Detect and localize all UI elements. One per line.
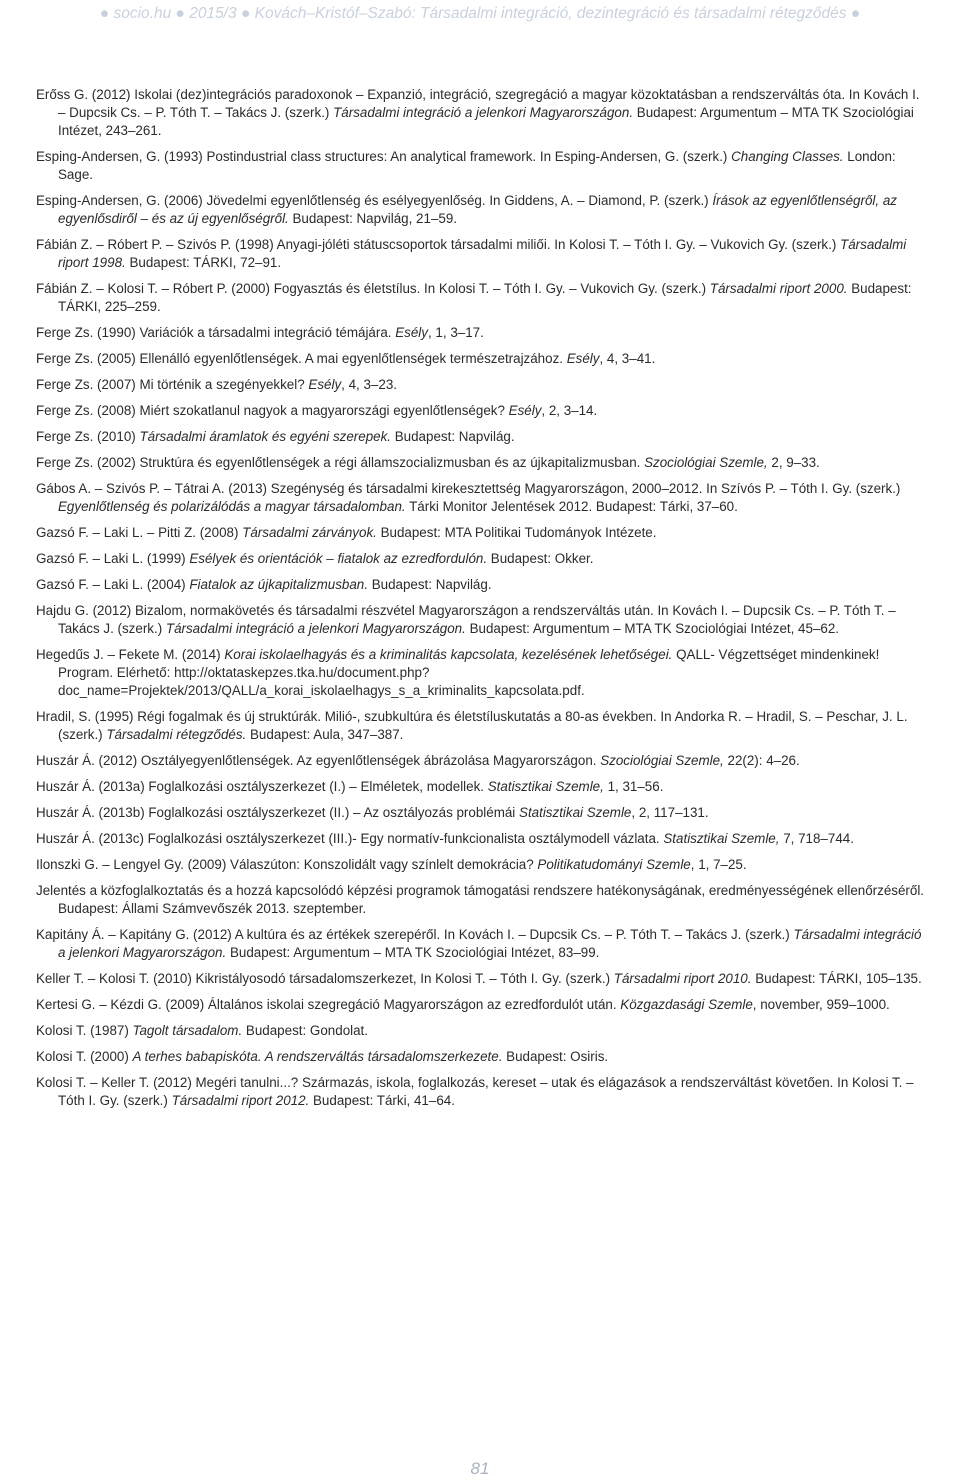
reference-title: Statisztikai Szemle, [487, 779, 604, 794]
reference-title: Társadalmi rétegződés. [106, 727, 247, 742]
reference-text: Budapest: Okker. [487, 551, 594, 566]
reference-entry [36, 236, 926, 272]
reference-text: Ferge Zs. (2008) Miért szokatlanul nagyok a magyarországi egyenlőtlenségek? [36, 403, 509, 418]
reference-entry [36, 428, 926, 446]
reference-title: Fiatalok az újkapitalizmusban. [189, 577, 368, 592]
reference-text: Budapest: MTA Politikai Tudományok Intézete. [376, 525, 657, 540]
reference-entry [36, 148, 926, 184]
reference-title: Társadalmi riport 2010. [613, 971, 752, 986]
header-bullet-mid2: ● [240, 5, 251, 22]
reference-text: Kolosi T. (1987) [36, 1023, 133, 1038]
reference-text: , 2, 117–131. [631, 805, 709, 820]
reference-text: Budapest: Aula, 347–387. [246, 727, 404, 742]
reference-text: Gazsó F. – Laki L. (2004) [36, 577, 190, 592]
reference-text: Ilonszki G. – Lengyel Gy. (2009) Válaszúton: Konszolidált vagy színlelt demokrácia? [36, 857, 538, 872]
reference-text: Kapitány Á. – Kapitány G. (2012) A kultúra és az értékek szerepéről. In Kovách I. – Dupcsik Cs. – P. Tóth T. – Takács J. (szerk.) [36, 927, 794, 942]
reference-text: London: Sage. [58, 149, 896, 182]
reference-text: Fábián Z. – Kolosi T. – Róbert P. (2000) Fogyasztás és életstílus. In Kolosi T. – Tóth I. Gy. – Vukovich Gy. (szerk.) [36, 281, 710, 296]
reference-text: Huszár Á. (2013a) Foglalkozási osztályszerkezet (I.) – Elméletek, modellek. [36, 779, 488, 794]
reference-text: Budapest: TÁRKI, 72–91. [125, 255, 282, 270]
reference-text: Budapest: TÁRKI, 105–135. [751, 971, 922, 986]
reference-text: Fábián Z. – Róbert P. – Szivós P. (1998) Anyagi-jóléti státuscsoportok társadalmi miliői. In Kolosi T. – Tóth I. Gy. – Vukovich Gy. (szerk.) [36, 237, 841, 252]
reference-title: Társadalmi integráció a jelenkori Magyarországon. [333, 105, 634, 120]
reference-entry [36, 996, 926, 1014]
reference-title: Statisztikai Szemle, [663, 831, 780, 846]
reference-text: Kertesi G. – Kézdi G. (2009) Általános iskolai szegregáció Magyarországon az ezredfordulót után. [36, 997, 621, 1012]
reference-title: Esélyek és orientációk – fiatalok az ezredfordulón. [189, 551, 488, 566]
reference-text: Hajdu G. (2012) Bizalom, normakövetés és társadalmi részvétel Magyarországon a rendszerváltás után. In Kovách I. – Dupcsik Cs. – P. Tóth T. – Takács J. (szerk.) [36, 603, 896, 636]
reference-text: Esping-Andersen, G. (1993) Postindustrial class structures: An analytical framework. In Esping-Andersen, G. (szerk.) [36, 149, 732, 164]
reference-text: Ferge Zs. (2002) Struktúra és egyenlőtlenségek a régi államszocializmusban és az újkapitalizmusban. [36, 455, 645, 470]
reference-title: Szociológiai Szemle, [644, 455, 768, 470]
reference-text: Budapest: Argumentum – MTA TK Szociológiai Intézet, 45–62. [465, 621, 840, 636]
reference-text: Budapest: Napvilág. [391, 429, 515, 444]
reference-entry [36, 708, 926, 744]
reference-entry [36, 602, 926, 638]
reference-title: Társadalmi zárványok. [242, 525, 377, 540]
reference-title: Esély [308, 377, 342, 392]
header-site: socio.hu [113, 5, 172, 22]
reference-text: Erőss G. (2012) Iskolai (dez)integrációs paradoxonok – Expanzió, integráció, szegregáció a magyar közoktatásban a rendszerváltás óta. In Kovách I. – Dupcsik Cs. – P. Tóth T. – Takács J. (szerk.) [36, 87, 920, 120]
reference-title: Írások az egyenlőtlenségről, az egyenlősdiről – és az új egyenlőségről. [58, 193, 897, 226]
reference-title: Egyenlőtlenség és polarizálódás a magyar társadalomban. [58, 499, 406, 514]
reference-title: Statisztikai Szemle [519, 805, 632, 820]
reference-text: Ferge Zs. (2010) [36, 429, 140, 444]
reference-entry [36, 778, 926, 796]
reference-entry [36, 86, 926, 140]
reference-title: Politikatudományi Szemle [537, 857, 691, 872]
reference-title: Esély [508, 403, 542, 418]
reference-text: Tárki Monitor Jelentések 2012. Budapest: Tárki, 37–60. [405, 499, 738, 514]
reference-title: Közgazdasági Szemle [620, 997, 753, 1012]
reference-text: Huszár Á. (2013b) Foglalkozási osztályszerkezet (II.) – Az osztályozás problémái [36, 805, 520, 820]
reference-entry [36, 280, 926, 316]
reference-title: Társadalmi integráció a jelenkori Magyarországon. [165, 621, 466, 636]
reference-text: Hradil, S. (1995) Régi fogalmak és új struktúrák. Milió-, szubkultúra és életstíluskutatás a 80-as években. In Andorka R. – Hradil, S. – Peschar, J. L. (szerk.) [36, 709, 908, 742]
reference-text: QALL- Végzettséget mindenkinek! Program. Elérhető: http://oktataskepzes.tka.hu/document.php?doc_name=Projektek/2013/QALL/a_korai_iskolaelhagys_s_a_kriminalits_kapcsolata.pdf. [58, 647, 880, 698]
header-bullet-mid: ● [175, 5, 185, 22]
reference-text: Budapest: Argumentum – MTA TK Szociológiai Intézet, 243–261. [58, 105, 914, 138]
reference-entry [36, 646, 926, 700]
reference-text: Kolosi T. – Keller T. (2012) Megéri tanulni...? Származás, iskola, foglalkozás, kereset – utak és elágazások a rendszerváltást követően. In Kolosi T. – Tóth I. Gy. (szerk.) [36, 1075, 914, 1108]
reference-text: Budapest: Gondolat. [242, 1023, 368, 1038]
reference-text: , 4, 3–41. [599, 351, 656, 366]
reference-text: Jelentés a közfoglalkoztatás és a hozzá kapcsolódó képzési programok támogatási rendszere hatékonyságának, eredményességének ellenőrzéséről. Budapest: Állami Számvevőszék 2013. szeptember. [36, 883, 925, 916]
reference-title: Szociológiai Szemle, [600, 753, 724, 768]
header-title: Kovách–Kristóf–Szabó: Társadalmi integráció, dezintegráció és társadalmi rétegződés [254, 5, 847, 22]
reference-title: Tagolt társadalom. [132, 1023, 243, 1038]
reference-title: A terhes babapiskóta. A rendszerváltás társadalomszerkezete. [132, 1049, 503, 1064]
reference-text: Gábos A. – Szivós P. – Tátrai A. (2013) Szegénység és társadalmi kirekesztettség Magyarországon, 2000–2012. In Szívós P. – Tóth I. Gy. (szerk.) [36, 481, 901, 496]
reference-entry [36, 376, 926, 394]
reference-text: Budapest: TÁRKI, 225–259. [58, 281, 912, 314]
reference-text: 2, 9–33. [767, 455, 820, 470]
reference-text: Keller T. – Kolosi T. (2010) Kikristályosodó társadalomszerkezet, In Kolosi T. – Tóth I. Gy. (szerk.) [36, 971, 614, 986]
reference-entry [36, 524, 926, 542]
reference-entry [36, 882, 926, 918]
reference-text: 22(2): 4–26. [723, 753, 800, 768]
reference-entry [36, 804, 926, 822]
reference-entry [36, 926, 926, 962]
reference-text: Esping-Andersen, G. (2006) Jövedelmi egyenlőtlenség és esélyegyenlőség. In Giddens, A. – Diamond, P. (szerk.) [36, 193, 713, 208]
reference-title: Társadalmi integráció a jelenkori Magyarországon. [58, 927, 922, 960]
reference-title: Korai iskolaelhagyás és a kriminalitás kapcsolata, kezelésének lehetőségei. [224, 647, 673, 662]
reference-text: Hegedűs J. – Fekete M. (2014) [36, 647, 225, 662]
reference-entry [36, 192, 926, 228]
reference-text: 7, 718–744. [779, 831, 854, 846]
reference-title: Changing Classes. [731, 149, 844, 164]
reference-entry [36, 324, 926, 342]
reference-entry [36, 454, 926, 472]
page-number: 81 [470, 1459, 490, 1478]
reference-entry [36, 402, 926, 420]
reference-text: , 4, 3–23. [341, 377, 397, 392]
reference-entry [36, 830, 926, 848]
reference-entry [36, 970, 926, 988]
reference-entry [36, 350, 926, 368]
reference-text: Budapest: Argumentum – MTA TK Szociológiai Intézet, 83–99. [226, 945, 600, 960]
reference-title: Társadalmi riport 1998. [58, 237, 907, 270]
reference-text: Ferge Zs. (1990) Variációk a társadalmi integráció témájára. [36, 325, 396, 340]
reference-text: , 2, 3–14. [541, 403, 598, 418]
reference-text: Huszár Á. (2013c) Foglalkozási osztályszerkezet (III.)- Egy normatív-funkcionalista osztálymodell vázlata. [36, 831, 664, 846]
reference-entry [36, 480, 926, 516]
reference-entry [36, 550, 926, 568]
reference-text: Ferge Zs. (2007) Mi történik a szegényekkel? [36, 377, 309, 392]
reference-entry [36, 752, 926, 770]
reference-text: Kolosi T. (2000) [36, 1049, 133, 1064]
reference-title: Esély [395, 325, 428, 340]
reference-text: Ferge Zs. (2005) Ellenálló egyenlőtlenségek. A mai egyenlőtlenségek természetrajzához. [36, 351, 567, 366]
reference-text: Huszár Á. (2012) Osztályegyenlőtlenségek. Az egyenlőtlenségek ábrázolása Magyarországon. [36, 753, 601, 768]
reference-entry [36, 576, 926, 594]
reference-text: , november, 959–1000. [752, 997, 890, 1012]
reference-text: Budapest: Napvilág. [367, 577, 492, 592]
header-issue: 2015/3 [189, 5, 237, 22]
reference-title: Társadalmi áramlatok és egyéni szerepek. [139, 429, 392, 444]
reference-text: Gazsó F. – Laki L. (1999) [36, 551, 190, 566]
running-header [0, 0, 960, 28]
reference-entry [36, 1022, 926, 1040]
reference-text: Budapest: Napvilág, 21–59. [288, 211, 458, 226]
reference-title: Esély [566, 351, 600, 366]
reference-text: 1, 31–56. [603, 779, 664, 794]
reference-title: Társadalmi riport 2000. [709, 281, 848, 296]
reference-text: Budapest: Osiris. [502, 1049, 609, 1064]
reference-text: Gazsó F. – Laki L. – Pitti Z. (2008) [36, 525, 243, 540]
header-bullet-right: ● [850, 5, 861, 22]
reference-title: Társadalmi riport 2012. [171, 1093, 310, 1108]
reference-text: Budapest: Tárki, 41–64. [309, 1093, 455, 1108]
reference-text: , 1, 7–25. [690, 857, 747, 872]
reference-entry [36, 1048, 926, 1066]
reference-entry [36, 1074, 926, 1110]
reference-list [36, 86, 926, 1118]
reference-text: , 1, 3–17. [427, 325, 484, 340]
reference-entry [36, 856, 926, 874]
header-bullet-left: ● [99, 5, 110, 22]
